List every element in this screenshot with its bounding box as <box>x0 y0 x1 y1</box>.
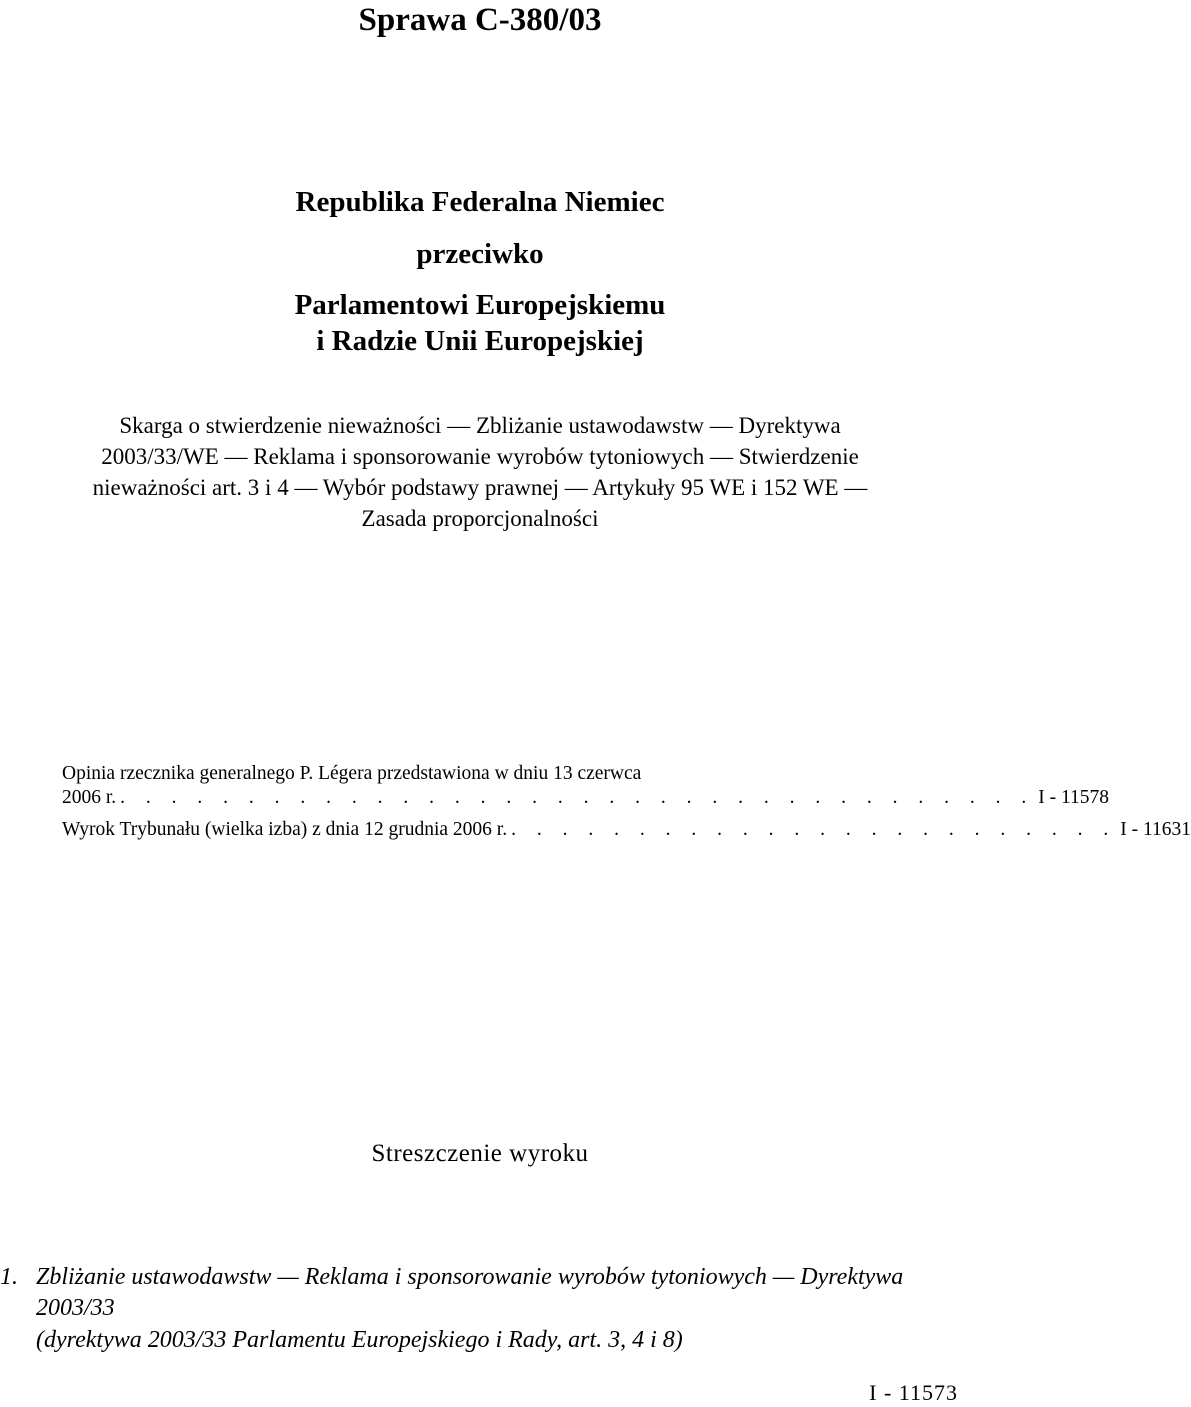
opinion-line-2 <box>62 786 1110 810</box>
opinion-label-line-1: Opinia rzecznika generalnego P. Légera przedstawiona w dniu 13 czerwca <box>62 763 642 784</box>
opinion-page-reference: I - 11578 <box>1038 787 1110 808</box>
judgment-line <box>62 818 1191 842</box>
judgment-page-reference: I - 11631 <box>1120 819 1191 840</box>
summary-point-1 <box>0 1262 960 1326</box>
subject-line: 2003/33/WE — Reklama i sponsorowanie wyrobów tytoniowych — Stwierdzenie <box>101 444 859 469</box>
judgment-label: Wyrok Trybunału (wielka izba) z dnia 12 grudnia 2006 r. <box>62 819 508 840</box>
contents-entry-judgment <box>62 818 1191 842</box>
point-title-line: Zbliżanie ustawodawstw — Reklama i sponsorowanie wyrobów tytoniowych — Dyrektywa <box>36 1264 904 1290</box>
leader-dots: . . . . . . . . . . . . . . . . . . . . . . . . <box>511 819 1117 840</box>
page-number: I - 11573 <box>869 1380 958 1405</box>
subject-line: Skarga o stwierdzenie nieważności — Zbliżanie ustawodawstw — Dyrektywa <box>119 413 841 438</box>
case-subject <box>0 410 960 534</box>
contents-entry-opinion <box>62 762 1110 810</box>
subject-line: nieważności art. 3 i 4 — Wybór podstawy prawnej — Artykuły 95 WE i 152 WE — <box>92 475 868 500</box>
leader-dots: . . . . . . . . . . . . . . . . . . . . . . . . . . . . . . . . . . . . <box>120 787 1035 808</box>
versus-label: przeciwko <box>416 238 544 270</box>
summary-point-reference <box>0 1325 960 1359</box>
point-title <box>36 1262 960 1324</box>
case-number: Sprawa C-380/03 <box>358 2 602 38</box>
defendant-line-1: Parlamentowi Europejskiemu <box>294 289 666 321</box>
summary-heading: Streszczenie wyroku <box>371 1140 589 1167</box>
applicant-name: Republika Federalna Niemiec <box>295 186 665 218</box>
point-title-line: 2003/33 <box>36 1295 115 1321</box>
defendant-line-2: i Radzie Unii Europejskiej <box>316 325 644 357</box>
opinion-label-line-2: 2006 r. <box>62 787 117 808</box>
point-reference: (dyrektywa 2003/33 Parlamentu Europejskiego i Rady, art. 3, 4 i 8) <box>36 1327 683 1353</box>
point-number: 1. <box>0 1264 18 1290</box>
subject-line: Zasada proporcjonalności <box>361 506 599 531</box>
